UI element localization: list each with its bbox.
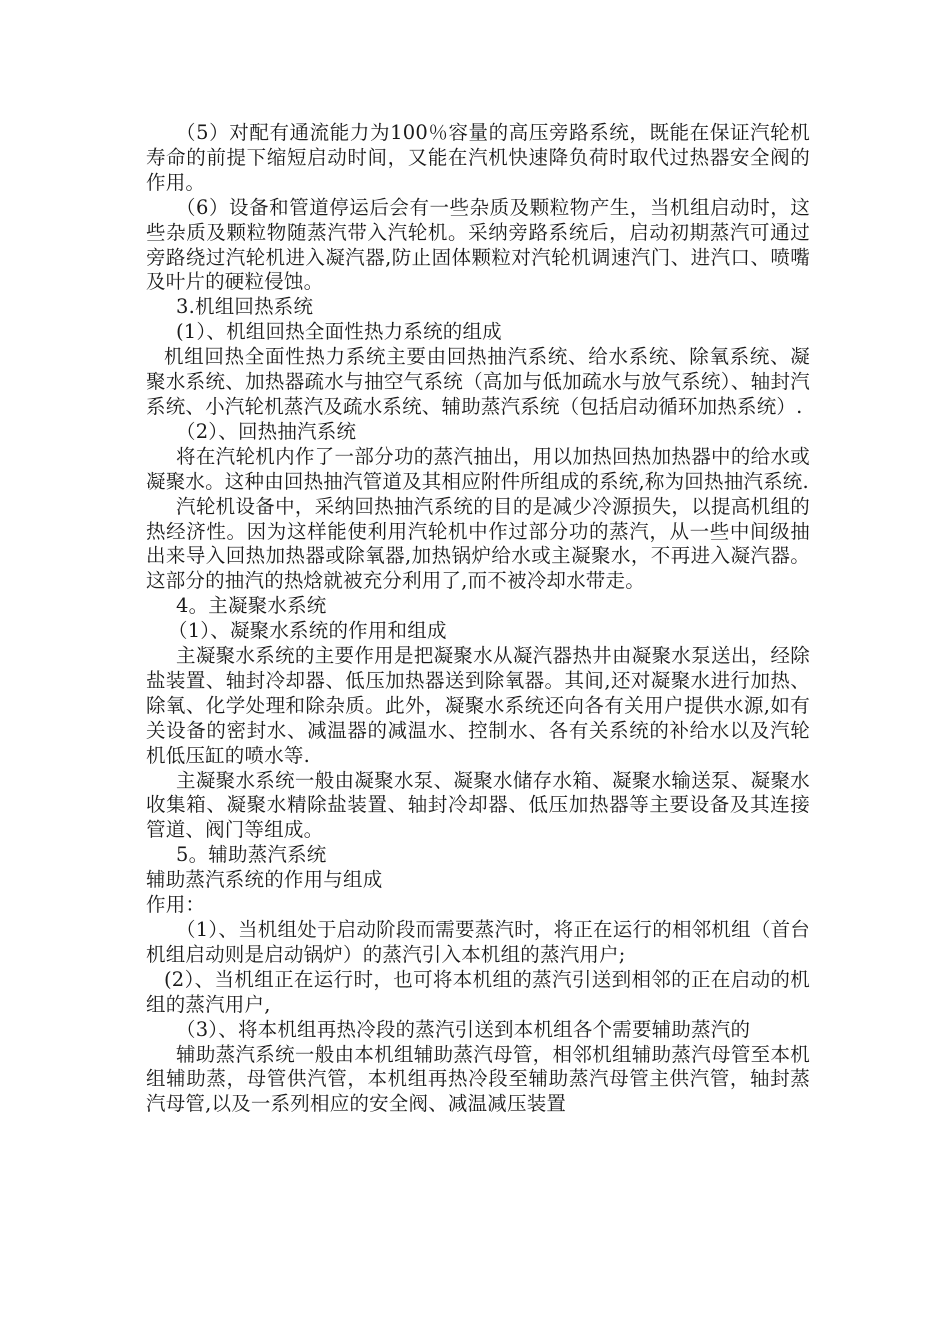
paragraph-3-2-body-1: 将在汽轮机内作了一部分功的蒸汽抽出，用以加热回热加热器中的给水或凝聚水。这种由回热抽汽管道及其相应附件所组成的系统,称为回热抽汽系统. [146,444,810,493]
subsection-heading-3-1: (1）、机组回热全面性热力系统的组成 [176,320,502,344]
paragraph-5-2: (2）、当机组正在运行时，也可将本机组的蒸汽引送到相邻的正在启动的机组的蒸汽用户, [146,967,810,1016]
paragraph-5-1: （1）、当机组处于启动阶段而需要蒸汽时，将正在运行的相邻机组（首台机组启动则是启动锅炉）的蒸汽引入本机组的蒸汽用户; [146,918,810,966]
paragraph-5-body: 辅助蒸汽系统一般由本机组辅助蒸汽母管，相邻机组辅助蒸汽母管至本机组辅助蒸，母管供汽管，本机组再热冷段至辅助蒸汽母管主供汽管，轴封蒸汽母管,以及一系列相应的安全阀、减温减压装置 [146,1042,810,1116]
paragraph-5-3: （3）、将本机组再热冷段的蒸汽引送到本机组各个需要辅助蒸汽的 [176,1017,751,1041]
subsection-heading-3-2: （2）、回热抽汽系统 [176,419,357,443]
paragraph-bypass-5: （5）对配有通流能力为100％容量的高压旁路系统，既能在保证汽轮机寿命的前提下缩短启动时间，又能在汽机快速降负荷时取代过热器安全阀的作用。 [146,121,810,194]
document-page [146,121,810,1117]
paragraph-3-2-body-2: 汽轮机设备中，采纳回热抽汽系统的目的是减少冷源损失，以提高机组的热经济性。因为这样能使利用汽轮机中作过部分功的蒸汽，从一些中间级抽出来导入回热加热器或除氧器,加热锅炉给水或主凝聚水，不再进入凝汽器。这部分的抽汽的热焓就被充分利用了,而不被冷却水带走。 [146,494,810,593]
role-label: 作用： [146,893,206,917]
paragraph-3-1-body: 机组回热全面性热力系统主要由回热抽汽系统、给水系统、除氧系统、凝聚水系统、加热器疏水与抽空气系统（高加与低加疏水与放气系统）、轴封汽系统、小汽轮机蒸汽及疏水系统、辅助蒸汽系统（包括启动循环加热系统）. [146,345,810,418]
subsection-heading-4-1: （1）、凝聚水系统的作用和组成 [168,619,447,643]
paragraph-4-1-body-1: 主凝聚水系统的主要作用是把凝聚水从凝汽器热井由凝聚水泵送出，经除盐装置、轴封冷却器、低压加热器送到除氧器。其间,还对凝聚水进行加热、除氧、化学处理和除杂质。此外，凝聚水系统还向各有关用户提供水源,如有关设备的密封水、减温器的减温水、控制水、各有关系统的补给水以及汽轮机低压缸的喷水等. [146,644,810,767]
section-heading-3: 3.机组回热系统 [176,295,314,319]
section-heading-5: 5。辅助蒸汽系统 [176,843,327,867]
subsection-heading-5-sub: 辅助蒸汽系统的作用与组成 [146,868,383,892]
section-heading-4: 4。主凝聚水系统 [176,594,327,618]
paragraph-4-1-body-2: 主凝聚水系统一般由凝聚水泵、凝聚水储存水箱、凝聚水输送泵、凝聚水收集箱、凝聚水精除盐装置、轴封冷却器、低压加热器等主要设备及其连接管道、阀门等组成。 [146,768,810,842]
paragraph-impurities-6: （6）设备和管道停运后会有一些杂质及颗粒物产生，当机组启动时，这些杂质及颗粒物随蒸汽带入汽轮机。采纳旁路系统后，启动初期蒸汽可通过旁路绕过汽轮机进入凝汽器,防止固体颗粒对汽轮机调速汽门、进汽口、喷嘴及叶片的硬粒侵蚀。 [146,195,810,294]
